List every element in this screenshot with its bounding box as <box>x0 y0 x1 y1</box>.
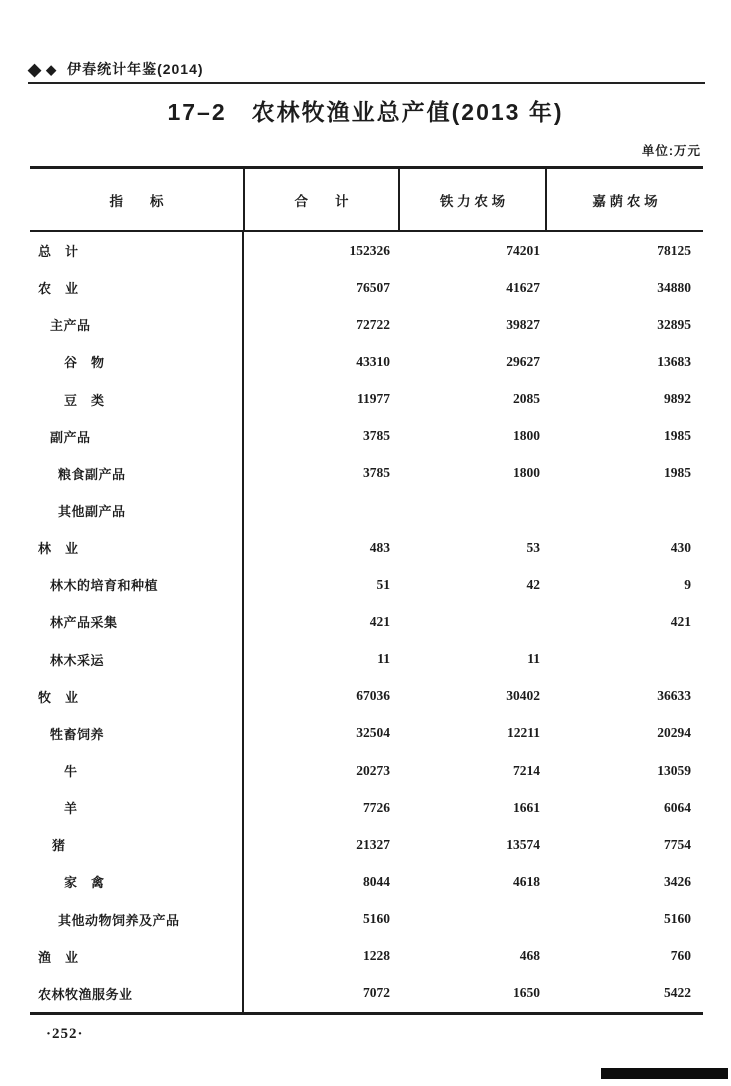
row-value-jiayin: 1985 <box>664 428 691 444</box>
row-value-tieli: 30402 <box>506 688 540 704</box>
diamond-icon: ◆ <box>46 61 58 77</box>
row-value-total: 5160 <box>363 911 390 927</box>
row-value-jiayin: 34880 <box>657 279 691 295</box>
row-value-tieli: 42 <box>526 576 540 592</box>
table-row <box>30 715 703 752</box>
row-value-total: 32504 <box>356 725 390 741</box>
column-header-1: 指 标 <box>109 193 164 209</box>
row-value-total: 1228 <box>363 948 390 964</box>
table-row <box>30 492 703 529</box>
table-row <box>30 901 703 938</box>
table-header-row <box>30 169 703 232</box>
row-value-jiayin: 6064 <box>664 799 691 815</box>
row-indicator: 林木的培育和种植 <box>50 578 159 594</box>
statistics-table <box>30 166 703 1015</box>
row-value-tieli: 53 <box>526 539 540 555</box>
row-value-jiayin: 5160 <box>664 911 691 927</box>
table-row <box>30 975 703 1012</box>
row-value-tieli: 11 <box>527 651 540 667</box>
table-row <box>30 678 703 715</box>
row-indicator: 副产品 <box>50 429 91 445</box>
column-header-2: 合 计 <box>243 169 398 230</box>
table-row <box>30 269 703 306</box>
column-header-4: 嘉 荫 农 场 <box>545 169 703 230</box>
row-value-total: 11977 <box>356 391 390 407</box>
row-value-total: 7072 <box>363 985 390 1001</box>
row-value-total: 483 <box>369 539 390 555</box>
row-value-tieli: 468 <box>519 948 540 964</box>
row-indicator: 总 计 <box>38 244 79 260</box>
row-value-jiayin: 13059 <box>657 762 691 778</box>
row-indicator: 渔 业 <box>38 949 79 965</box>
row-value-tieli: 4618 <box>513 873 540 889</box>
row-value-tieli: 1661 <box>513 799 540 815</box>
row-indicator: 豆 类 <box>64 392 105 408</box>
table-row <box>30 343 703 380</box>
table-body <box>30 232 703 1012</box>
table-row <box>30 938 703 975</box>
row-indicator: 牲畜饲养 <box>50 726 105 742</box>
row-value-jiayin: 421 <box>670 613 691 629</box>
row-value-jiayin: 20294 <box>657 725 691 741</box>
row-value-total: 51 <box>376 576 390 592</box>
row-indicator: 牧 业 <box>38 689 79 705</box>
table-row <box>30 418 703 455</box>
row-value-total: 3785 <box>363 428 390 444</box>
yearbook-header <box>28 59 204 79</box>
table-row <box>30 566 703 603</box>
row-value-jiayin: 36633 <box>657 688 691 704</box>
scan-artifact-bar <box>601 1068 728 1079</box>
row-value-jiayin: 760 <box>670 948 691 964</box>
row-value-jiayin: 9892 <box>664 391 691 407</box>
row-value-tieli: 1650 <box>513 985 540 1001</box>
row-value-tieli: 74201 <box>506 242 540 258</box>
row-value-tieli: 12211 <box>506 725 540 741</box>
row-value-tieli: 1800 <box>513 465 540 481</box>
row-value-tieli: 13574 <box>506 836 540 852</box>
row-value-total: 67036 <box>356 688 390 704</box>
table-row <box>30 752 703 789</box>
row-value-jiayin: 430 <box>670 539 691 555</box>
table-row <box>30 232 703 269</box>
row-value-total: 7726 <box>363 799 390 815</box>
row-value-tieli: 2085 <box>513 391 540 407</box>
table-row <box>30 863 703 900</box>
row-indicator: 谷 物 <box>64 355 105 371</box>
row-indicator: 林产品采集 <box>50 615 118 631</box>
row-indicator: 农 业 <box>38 281 79 297</box>
row-value-jiayin: 1985 <box>664 465 691 481</box>
table-row <box>30 455 703 492</box>
row-value-total: 76507 <box>356 279 390 295</box>
header-rule <box>28 82 705 84</box>
row-value-total: 152326 <box>349 242 390 258</box>
table-row <box>30 381 703 418</box>
row-value-jiayin: 5422 <box>664 985 691 1001</box>
page-number: ·252· <box>46 1026 84 1042</box>
row-indicator: 农林牧渔服务业 <box>38 986 133 1002</box>
unit-label: 单位:万元 <box>641 144 701 158</box>
row-indicator: 猪 <box>52 838 66 854</box>
row-indicator: 其他副产品 <box>58 504 126 520</box>
row-value-total: 421 <box>369 613 390 629</box>
row-value-tieli: 1800 <box>513 428 540 444</box>
table-title: 17–2 农林牧渔业总产值(2013 年) <box>167 99 564 125</box>
row-indicator: 其他动物饲养及产品 <box>58 912 180 928</box>
row-value-total: 72722 <box>356 316 390 332</box>
row-value-total: 20273 <box>356 762 390 778</box>
row-value-jiayin: 3426 <box>664 873 691 889</box>
row-indicator: 林木采运 <box>50 652 105 668</box>
row-indicator: 牛 <box>64 764 78 780</box>
row-value-total: 8044 <box>363 873 390 889</box>
row-indicator: 主产品 <box>50 318 91 334</box>
row-value-total: 3785 <box>363 465 390 481</box>
row-value-jiayin: 9 <box>684 576 691 592</box>
row-indicator: 羊 <box>64 801 78 817</box>
table-row <box>30 529 703 566</box>
row-value-jiayin: 7754 <box>664 836 691 852</box>
row-indicator: 林 业 <box>38 541 79 557</box>
row-value-jiayin: 32895 <box>657 316 691 332</box>
row-indicator: 家 禽 <box>64 875 105 891</box>
table-row <box>30 306 703 343</box>
row-value-jiayin: 78125 <box>657 242 691 258</box>
diamond-icon: ◆ <box>28 59 43 79</box>
yearbook-title: 伊春统计年鉴(2014) <box>67 61 204 77</box>
row-value-tieli: 39827 <box>506 316 540 332</box>
table-row <box>30 603 703 640</box>
row-value-total: 11 <box>377 651 390 667</box>
row-value-tieli: 29627 <box>506 353 540 369</box>
row-value-total: 43310 <box>356 353 390 369</box>
row-value-tieli: 7214 <box>513 762 540 778</box>
table-row <box>30 641 703 678</box>
column-header-3: 铁 力 农 场 <box>398 169 545 230</box>
row-value-total: 21327 <box>356 836 390 852</box>
row-indicator: 粮食副产品 <box>58 466 126 482</box>
row-value-tieli: 41627 <box>506 279 540 295</box>
row-value-jiayin: 13683 <box>657 353 691 369</box>
table-row <box>30 789 703 826</box>
table-row <box>30 826 703 863</box>
